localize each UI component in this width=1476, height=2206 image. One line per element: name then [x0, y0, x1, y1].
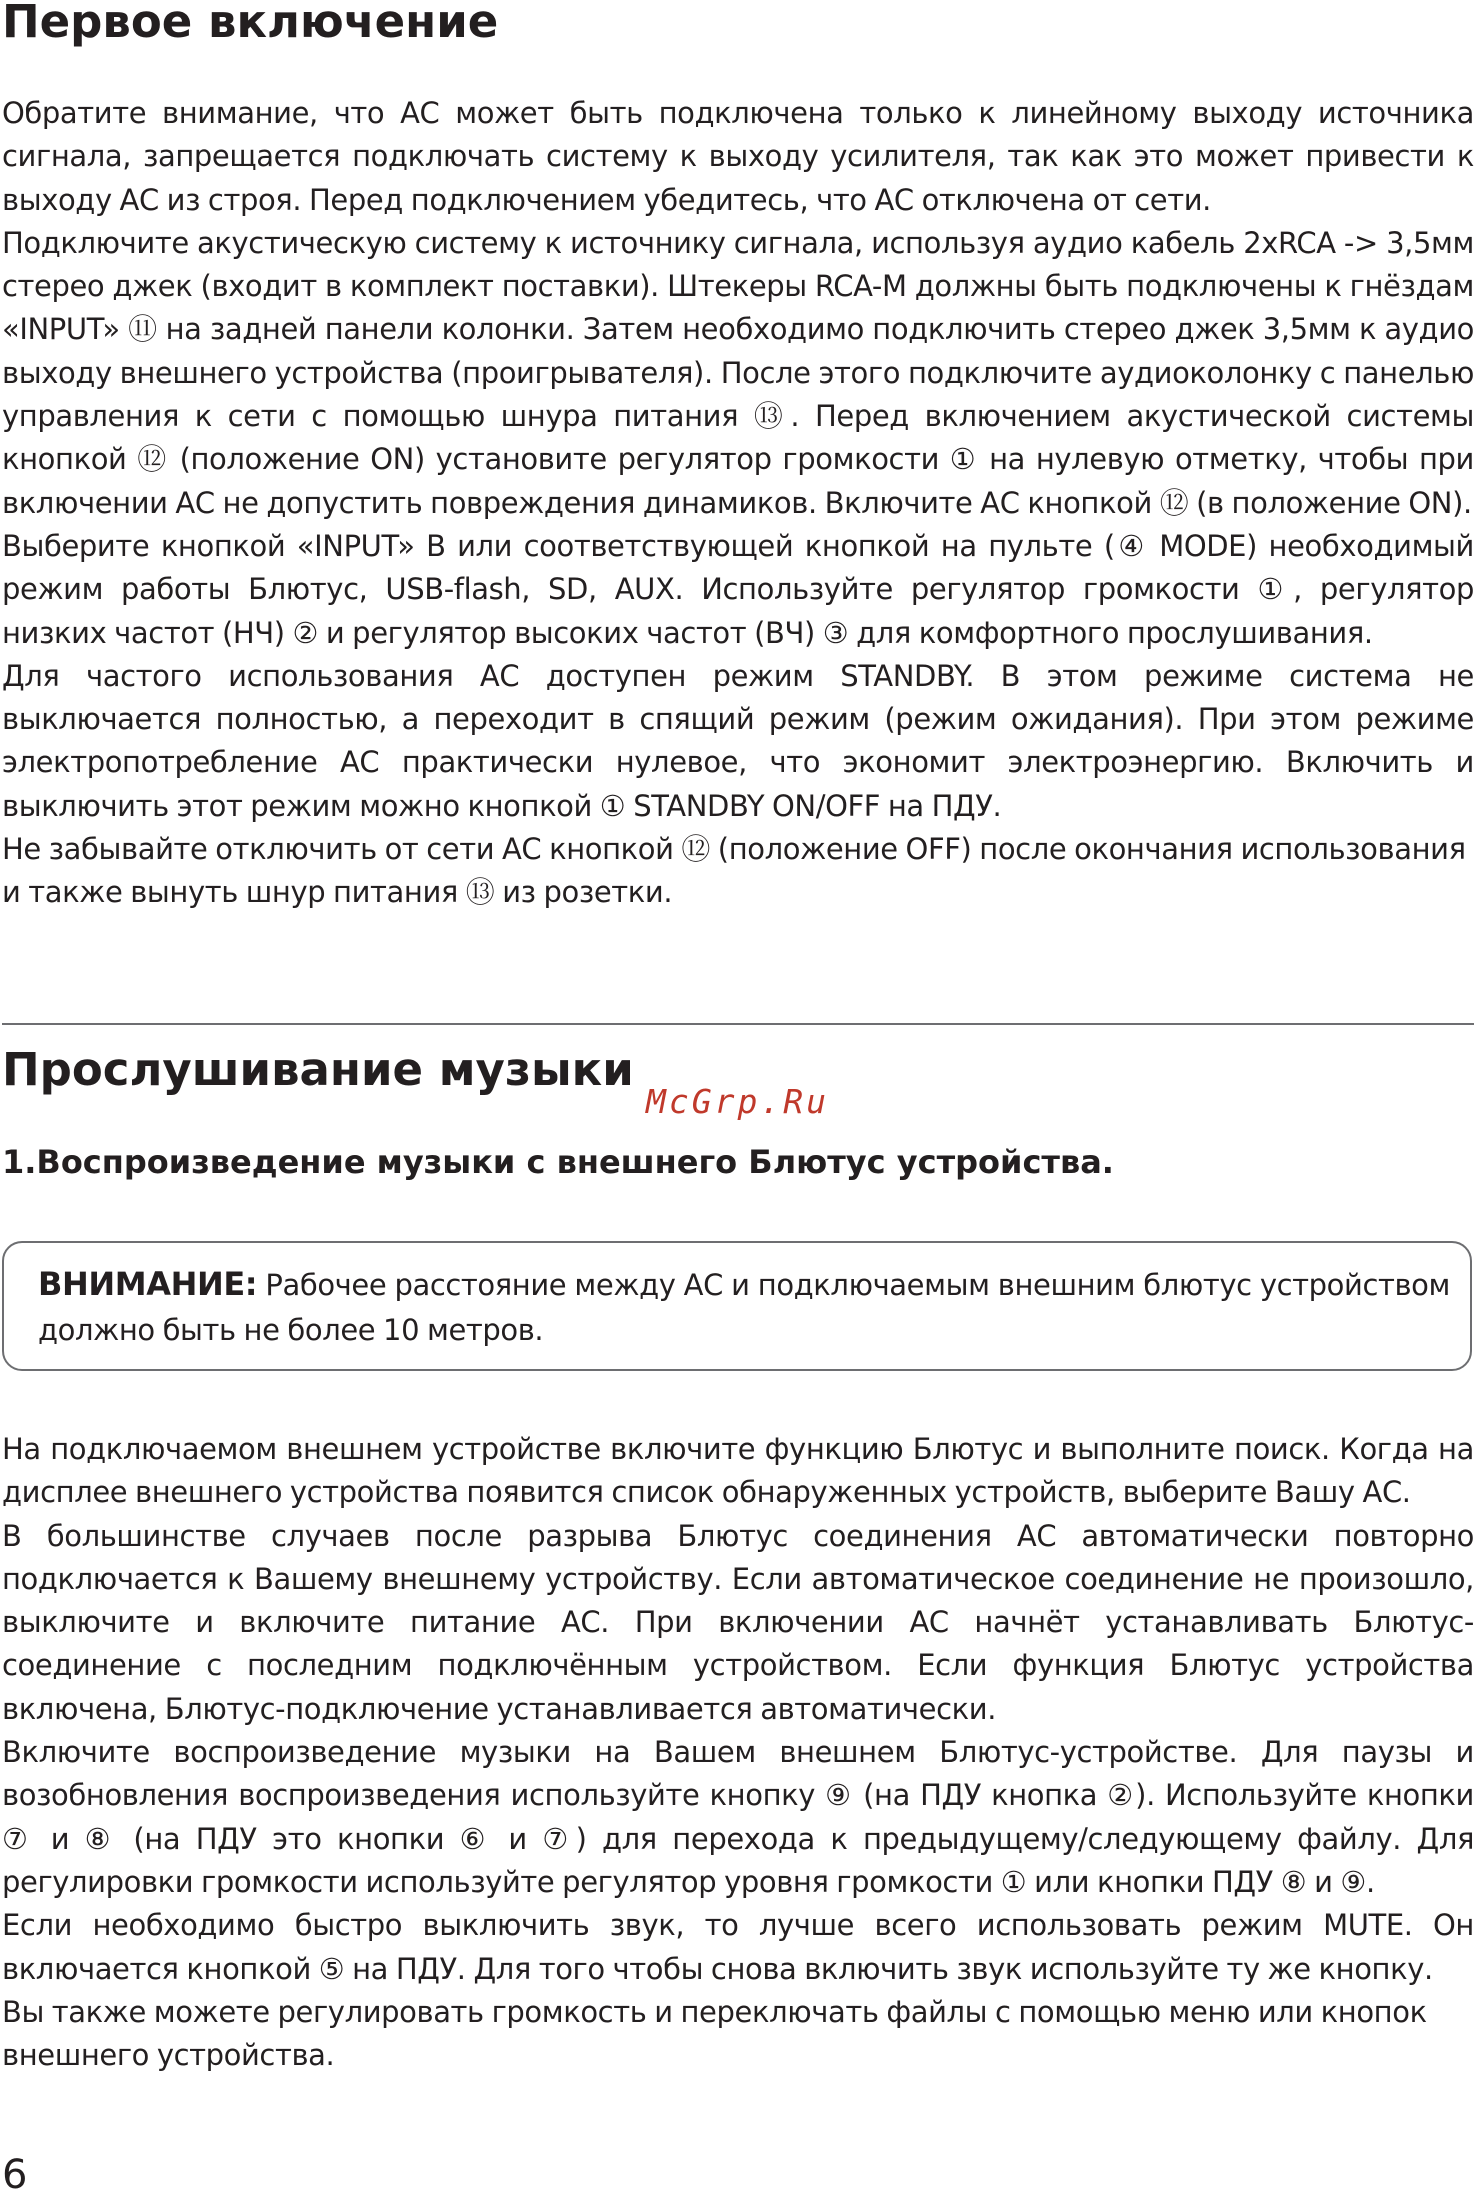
- notice-box: [2, 1241, 1472, 1371]
- notice-label: ВНИМАНИЕ:: [38, 1265, 258, 1303]
- paragraph: Выберите кнопкой «INPUT» В или соответствующей кнопкой на пульте (④ MODE) необходимый режим работы Блютус, USB-flash, SD, AUX. Используйте регулятор громкости ①, регулятор низких частот (НЧ) ② и регулятор высоких частот (ВЧ) ③ для комфортного прослушивания.: [2, 528, 1474, 650]
- paragraph: Если необходимо быстро выключить звук, то лучше всего использовать режим MUTE. Он включается кнопкой ⑤ на ПДУ. Для того чтобы снова включить звук используйте ту же кнопку.: [2, 1908, 1474, 1986]
- paragraph: Не забывайте отключить от сети АС кнопкой ⑫ (положение OFF) после окончания использования и также вынуть шнур питания ⑬ из розетки.: [2, 832, 1466, 910]
- paragraph: Подключите акустическую систему к источнику сигнала, используя аудио кабель 2хRCA -> 3,5мм стерео джек (входит в комплект поставки). Штекеры RCA-M должны быть подключены к гнёздам «INPUT» ⑪ на задней панели колонки. Затем необходимо подключить стерео джек 3,5мм к аудио выходу внешнего устройства (проигрывателя). После этого подключите аудиоколонку с панелью управления к сети с помощью шнура питания ⑬. Перед включением акустической системы кнопкой ⑫ (положение ON) установите регулятор громкости ① на нулевую отметку, чтобы при включении АС не допустить повреждения динамиков. Включите АС кнопкой ⑫ (в положение ON).: [2, 225, 1474, 520]
- paragraph: В большинстве случаев после разрыва Блютус соединения АС автоматически повторно подключается к Вашему внешнему устройству. Если автоматическое соединение не произошло, выключите и включите питание АС. При включении АС начнёт устанавливать Блютус-соединение с последним подключённым устройством. Если функция Блютус устройства включена, Блютус-подключение устанавливается автоматически.: [2, 1518, 1474, 1726]
- paragraph: Вы также можете регулировать громкость и переключать файлы с помощью меню или кнопок внешнего устройства.: [2, 1994, 1427, 2073]
- section-listening-music-body: [2, 1428, 1474, 2077]
- notice-body: Рабочее расстояние между АС и подключаемым внешним блютус устройством должно быть не более 10 метров.: [38, 1268, 1450, 1347]
- subsection-title-bluetooth-playback: 1.Воспроизведение музыки с внешнего Блютус устройства.: [2, 1143, 1114, 1181]
- watermark: McGrp.Ru: [646, 1082, 829, 1121]
- section-divider: [2, 1023, 1474, 1025]
- paragraph: Для частого использования АС доступен режим STANDBY. В этом режиме система не выключается полностью, а переходит в спящий режим (режим ожидания). При этом режиме электропотребление АС практически нулевое, что экономит электроэнергию. Включить и выключить этот режим можно кнопкой ① STANDBY ON/OFF на ПДУ.: [2, 658, 1474, 823]
- section-first-power-on-body: [2, 92, 1474, 915]
- page-number: 6: [2, 2152, 28, 2198]
- paragraph: Включите воспроизведение музыки на Вашем внешнем Блютус-устройстве. Для паузы и возобновления воспроизведения используйте кнопку ⑨ (на ПДУ кнопка ②). Используйте кнопки ⑦ и ⑧ (на ПДУ это кнопки ⑥ и ⑦) для перехода к предыдущему/следующему файлу. Для регулировки громкости используйте регулятор уровня громкости ① или кнопки ПДУ ⑧ и ⑨.: [2, 1735, 1474, 1899]
- paragraph: На подключаемом внешнем устройстве включите функцию Блютус и выполните поиск. Когда на дисплее внешнего устройства появится список обнаруженных устройств, выберите Вашу АС.: [2, 1432, 1474, 1510]
- notice-text: [38, 1262, 1450, 1353]
- section-title-first-power-on: Первое включение: [2, 0, 499, 48]
- section-title-listening-music: Прослушивание музыки: [2, 1043, 634, 1096]
- paragraph: Обратите внимание, что АС может быть подключена только к линейному выходу источника сигнала, запрещается подключать систему к выходу усилителя, так как это может привести к выходу АС из строя. Перед подключением убедитесь, что АС отключена от сети.: [2, 96, 1474, 217]
